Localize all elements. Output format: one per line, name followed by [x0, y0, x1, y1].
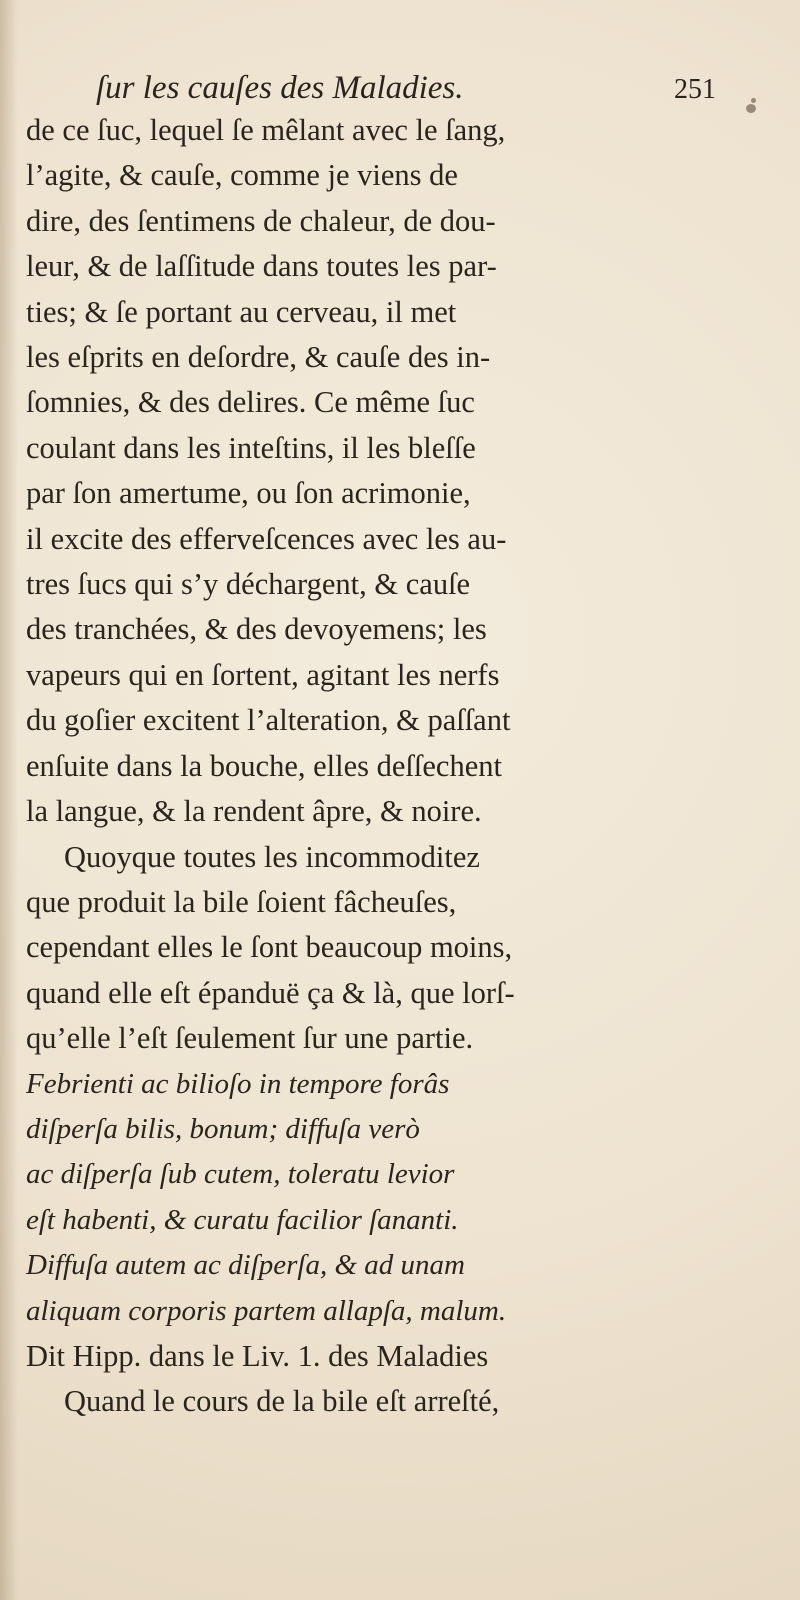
- text-line: cependant elles le ſont beaucoup moins,: [26, 930, 513, 965]
- latin-quote-line: ac diſperſa ſub cutem, toleratu levior: [26, 1158, 455, 1191]
- paragraph-start-line: Quand le cours de la bile eſt arreſté,: [64, 1384, 500, 1419]
- text-line: que produit la bile ſoient fâcheuſes,: [26, 884, 457, 919]
- ink-speck: [751, 98, 756, 103]
- text-line: coulant dans les inteſtins, il les bleſſe: [26, 430, 476, 465]
- text-line: qu’elle l’eſt ſeulement ſur une partie.: [26, 1021, 474, 1056]
- text-line: des tranchées, & des devoyemens; les: [26, 612, 487, 647]
- latin-quote-line: eſt habenti, & curatu facilior ſananti.: [26, 1203, 459, 1236]
- text-line: Dit Hipp. dans le Liv. 1. des Maladies: [26, 1338, 489, 1373]
- text-line: ties; & ſe portant au cerveau, il met: [26, 294, 457, 329]
- text-line: leur, & de laſſitude dans toutes les par-: [26, 249, 497, 284]
- text-line: l’agite, & cauſe, comme je viens de: [26, 158, 458, 193]
- text-line: ſomnies, & des delires. Ce même ſuc: [26, 385, 475, 420]
- text-line: par ſon amertume, ou ſon acrimonie,: [26, 476, 471, 511]
- text-line: tres ſucs qui s’y déchargent, & cauſe: [26, 567, 471, 602]
- text-line: de ce ſuc, lequel ſe mêlant avec le ſang,: [26, 113, 506, 147]
- page-number: 251: [674, 74, 716, 105]
- latin-quote-line: aliquam corporis partem allapſa, malum.: [26, 1294, 507, 1327]
- paragraph-start-line: Quoyque toutes les incommoditez: [64, 839, 480, 874]
- latin-quote-line: Diffuſa autem ac diſperſa, & ad unam: [26, 1249, 465, 1282]
- binding-shadow: [0, 0, 18, 1600]
- text-line: dire, des ſentimens de chaleur, de dou-: [26, 203, 496, 238]
- body-text: [26, 108, 676, 1425]
- running-head: [96, 70, 716, 112]
- text-line: la langue, & la rendent âpre, & noire.: [26, 794, 482, 829]
- text-line: il excite des efferveſcences avec les au-: [26, 521, 507, 556]
- latin-quote-line: Febrienti ac bilioſo in tempore forâs: [26, 1067, 450, 1100]
- ink-speck: [746, 104, 756, 113]
- running-title: ſur les cauſes des Maladies.: [96, 70, 464, 106]
- text-line: les eſprits en deſordre, & cauſe des in-: [26, 340, 491, 375]
- text-line: du goſier excitent l’alteration, & paſſant: [26, 703, 511, 738]
- latin-quote-line: diſperſa bilis, bonum; diffuſa verò: [26, 1112, 420, 1145]
- text-line: vapeurs qui en ſortent, agitant les nerfs: [26, 657, 500, 692]
- text-line: quand elle eſt épanduë ça & là, que lorſ-: [26, 975, 515, 1010]
- text-line: enſuite dans la bouche, elles deſſechent: [26, 748, 502, 783]
